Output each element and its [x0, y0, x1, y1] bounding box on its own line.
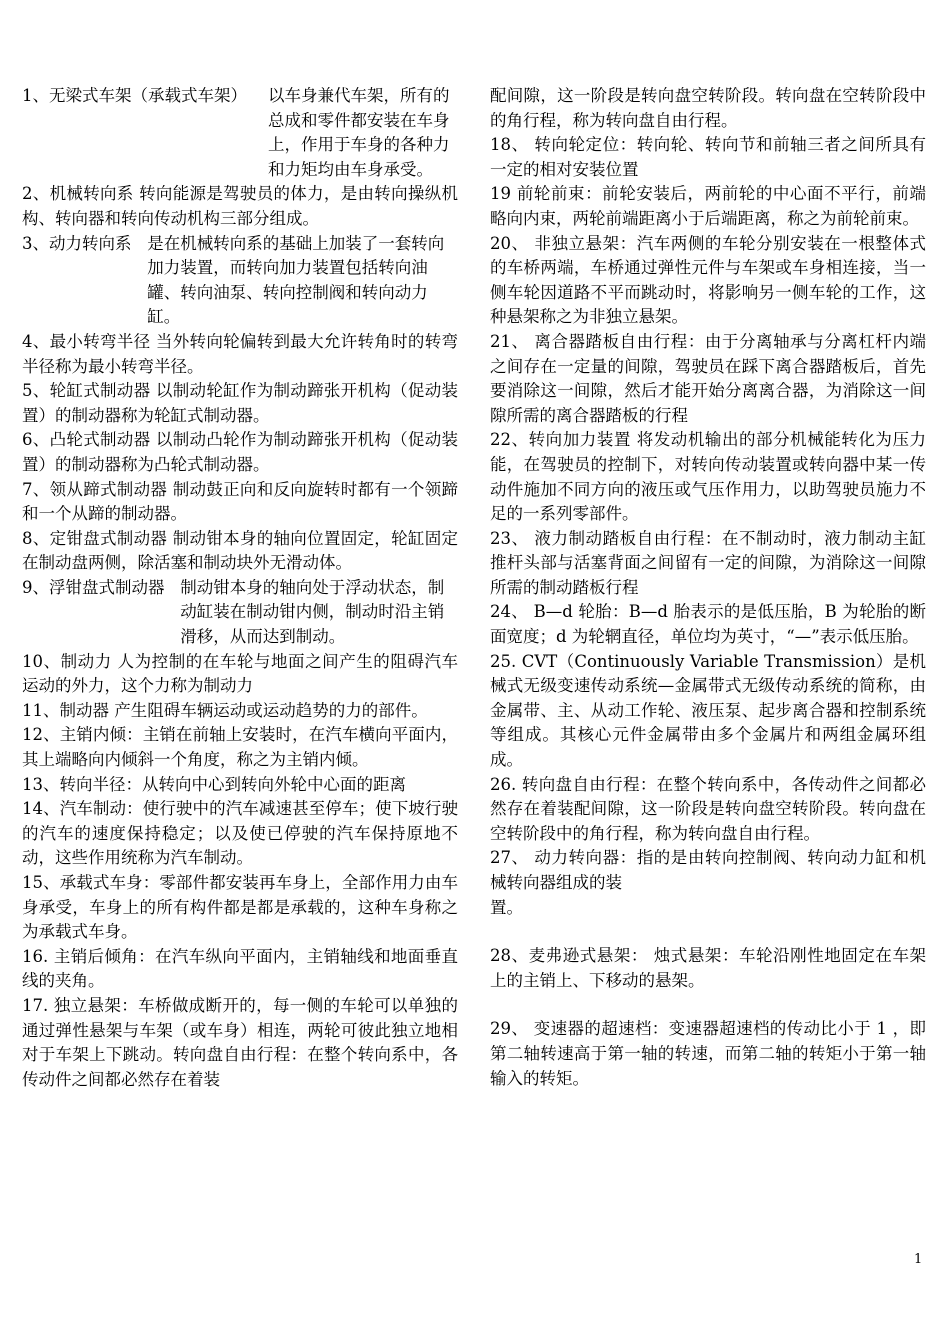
entry-25: 25. CVT（Continuously Variable Transmission）是机械式无级变速传动系统—金属带式无级传动系统的简称，由金属带、主、从动工作轮、液压泵、起步离合器和控制系统等组成。其核心元件金属带由多个金属片和两组金属环组成。: [490, 651, 926, 770]
entry-13: 13、转向半径：从转向中心到转向外轮中心面的距离: [22, 774, 406, 794]
entry-27: 27、 动力转向器：指的是由转向控制阀、转向动力缸和机械转向器组成的装: [490, 848, 926, 892]
entry-9-term: 9、浮钳盘式制动器: [22, 577, 181, 597]
entry-21: 21、 离合器踏板自由行程：由于分离轴承与分离杠杆内端之间存在一定量的间隙，驾驶员在踩下离合器踏板后，首先要消除这一间隙，然后才能开始分离离合器，为消除这一间隙所需的离合器踏板的行程: [490, 331, 926, 425]
entry-9: [22, 576, 458, 650]
entry-27-end: 置。: [490, 897, 523, 917]
entry-4: 4、最小转弯半径 当外转向轮偏转到最大允许转角时的转弯半径称为最小转弯半径。: [22, 331, 458, 376]
entry-11: 11、制动器 产生阻碍车辆运动或运动趋势的力的部件。: [22, 700, 428, 720]
entry-16: 16. 主销后倾角：在汽车纵向平面内，主销轴线和地面垂直线的夹角。: [22, 946, 458, 991]
entry-2: 2、机械转向系 转向能源是驾驶员的体力，是由转向操纵机构、转向器和转向传动机构三部分组成。: [22, 184, 458, 228]
entry-29: 29、 变速器的超速档：变速器超速档的传动比小于 1 ，即第二轴转速高于第一轴的转速，而第二轴的转矩小于第一轴输入的转矩。: [490, 1019, 926, 1088]
entry-18: 18、 转向轮定位：转向轮、转向节和前轴三者之间所具有一定的相对安装位置: [490, 135, 926, 179]
entry-9-definition: 制动钳本身的轴向处于浮动状态，制动缸装在制动钳内侧，制动时沿主销滑移，从而达到制动。: [180, 577, 445, 647]
entry-7: 7、领从蹄式制动器 制动鼓正向和反向旋转时都有一个领蹄和一个从蹄的制动器。: [22, 479, 458, 524]
entry-3-term: 3、动力转向系: [22, 233, 148, 253]
entry-24: 24、 B—d 轮胎：B—d 胎表示的是低压胎，B 为轮胎的断面宽度；d 为轮辋直径，单位均为英寸，“—”表示低压胎。: [490, 602, 926, 647]
entry-3: [22, 232, 458, 330]
left-column: [22, 84, 458, 1092]
entry-1-definition: 以车身兼代车架，所有的总成和零件都安装在车身上，作用于车身的各种力和力矩均由车身承受。: [267, 86, 450, 179]
entry-8: 8、定钳盘式制动器 制动钳本身的轴向位置固定，轮缸固定在制动盘两侧，除活塞和制动块外无滑动体。: [22, 528, 458, 573]
entry-20: 20、 非独立悬架：汽车两侧的车轮分别安装在一根整体式的车桥两端，车桥通过弹性元件与车架或车身相连接，当一侧车轮因道路不平而跳动时，将影响另一侧车轮的工作，这种悬架称之为非独立悬架。: [490, 233, 926, 327]
entry-28: 28、麦弗逊式悬架： 烛式悬架：车轮沿刚性地固定在车架上的主销上、下移动的悬架。: [490, 946, 926, 990]
entry-22: 22、转向加力装置 将发动机输出的部分机械能转化为压力能，在驾驶员的控制下，对转向传动装置或转向器中某一传动件施加不同方向的液压或气压作用力，以助驾驶员施力不足的一系列零部件。: [490, 430, 926, 524]
entry-1: [22, 84, 458, 182]
entry-15: 15、承载式车身：零部件都安装再车身上，全部作用力由车身承受，车身上的所有构件都是都是承载的，这种车身称之为承载式车身。: [22, 873, 458, 942]
entry-3-definition: 是在机械转向系的基础上加装了一套转向加力装置，而转向加力装置包括转向油罐、转向油泵、转向控制阀和转向动力缸。: [147, 233, 445, 327]
entry-5: 5、轮缸式制动器 以制动轮缸作为制动蹄张开机构（促动装置）的制动器称为轮缸式制动器。: [22, 381, 458, 425]
page-number: 1: [914, 1252, 923, 1267]
right-column: [490, 84, 926, 1091]
entry-14: 14、汽车制动：使行驶中的汽车减速甚至停车；使下坡行驶的汽车的速度保持稳定；以及使已停驶的汽车保持原地不动，这些作用统称为汽车制动。: [22, 799, 458, 868]
entry-19: 19 前轮前束：前轮安装后，两前轮的中心面不平行，前端略向内束，两轮前端距离小于后端距离，称之为前轮前束。: [490, 184, 926, 228]
entry-1-term: 1、无梁式车架（承载式车架）: [22, 86, 268, 105]
entry-10: 10、制动力 人为控制的在车轮与地面之间产生的阻碍汽车运动的外力，这个力称为制动力: [22, 651, 458, 696]
entry-26: 26. 转向盘自由行程：在整个转向系中，各传动件之间都必然存在着装配间隙，这一阶段是转向盘空转阶段。转向盘在空转阶段中的角行程，称为转向盘自由行程。: [490, 774, 926, 843]
spacer: [490, 920, 926, 944]
entry-6: 6、凸轮式制动器 以制动凸轮作为制动蹄张开机构（促动装置）的制动器称为凸轮式制动器。: [22, 430, 458, 474]
entry-12: 12、主销内倾：主销在前轴上安装时，在汽车横向平面内，其上端略向内倾斜一个角度，称之为主销内倾。: [22, 725, 458, 770]
entry-17: 17. 独立悬架：车桥做成断开的，每一侧的车轮可以单独的通过弹性悬架与车架（或车身）相连，两轮可彼此独立地相对于车架上下跳动。转向盘自由行程：在整个转向系中，各传动件之间都必然存在着装: [22, 995, 458, 1089]
entry-23: 23、 液力制动踏板自由行程：在不制动时，液力制动主缸推杆头部与活塞背面之间留有一定的间隙，为消除这一间隙所需的制动踏板行程: [490, 528, 926, 597]
entry-17-continued: 配间隙，这一阶段是转向盘空转阶段。转向盘在空转阶段中的角行程，称为转向盘自由行程。: [490, 86, 926, 130]
spacer: [490, 993, 926, 1017]
